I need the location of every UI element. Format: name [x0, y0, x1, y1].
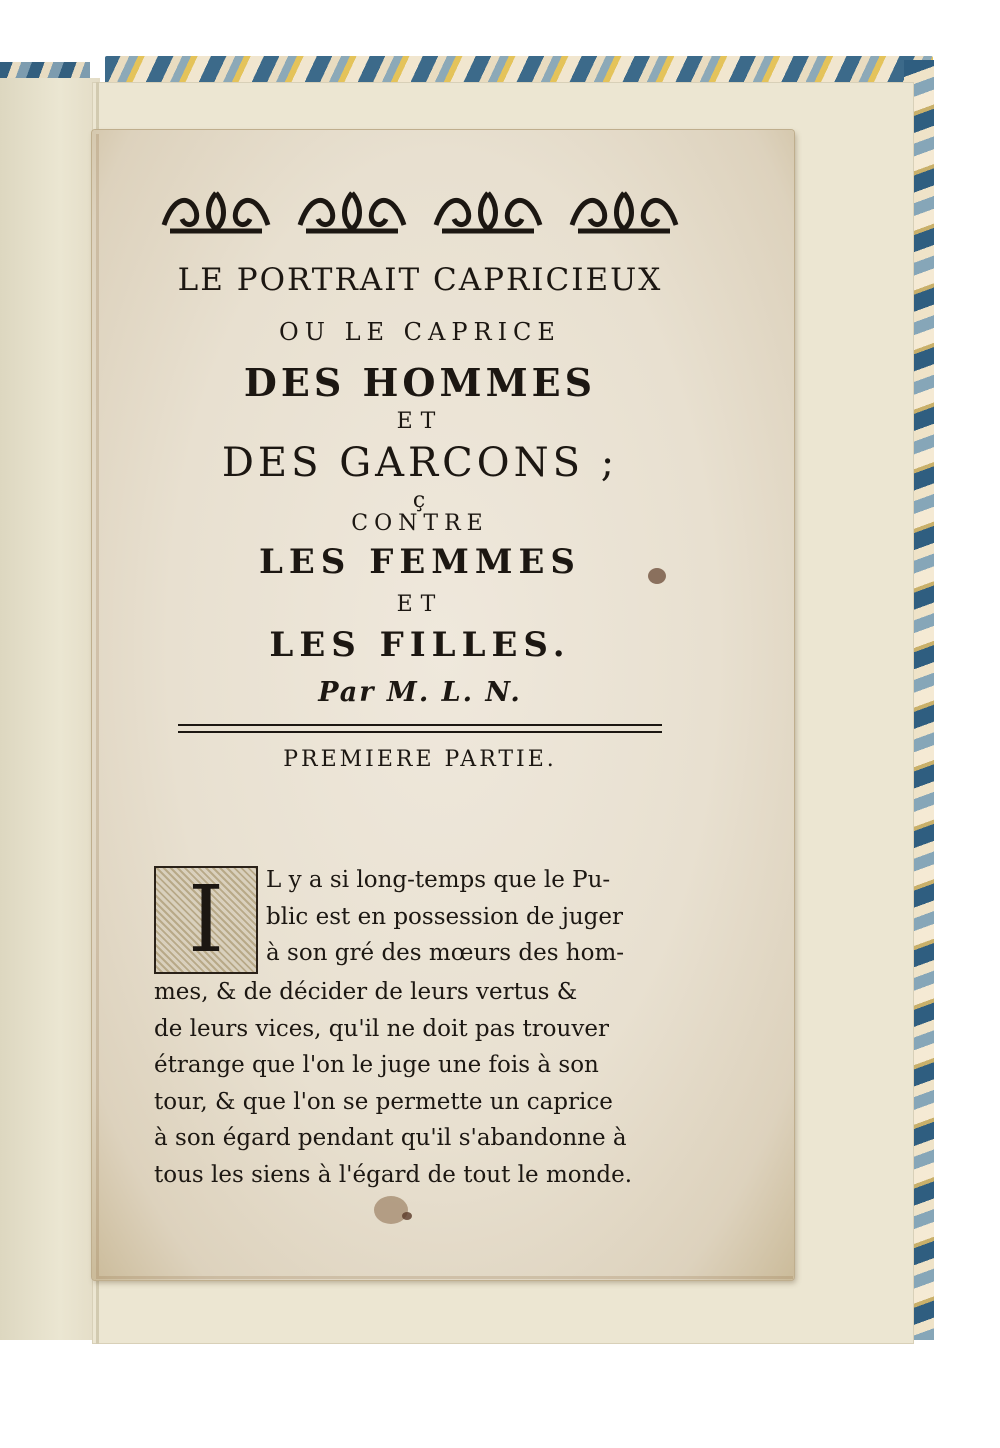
title-line-et: ET	[396, 409, 444, 434]
stain	[374, 1196, 408, 1224]
title-line-contre: CONTRE	[351, 511, 489, 536]
decorated-initial	[154, 866, 258, 974]
title-line-et: ET	[396, 592, 444, 617]
fleuron-ornament-icon	[568, 185, 680, 237]
title-line-filles: LES FILLES.	[269, 625, 571, 665]
body-line: de leurs vices, qu'il ne doit pas trouver	[154, 1015, 609, 1042]
title-line-garcons: DES GARCONS ;	[221, 440, 619, 486]
title-line-femmes: LES FEMMES	[258, 542, 581, 582]
body-line: mes, & de décider de leurs vertus &	[154, 979, 578, 1005]
section-heading: PREMIERE PARTIE.	[283, 747, 557, 772]
body-line: blic est en possession de juger	[266, 903, 623, 930]
double-rule-divider	[178, 724, 662, 733]
fleuron-ornament-icon	[296, 185, 408, 237]
author-line: Par M. L. N.	[318, 677, 522, 708]
title-line-caprice: OU LE CAPRICE	[279, 318, 561, 346]
body-line: tous les siens à l'égard de tout le monde.	[154, 1161, 633, 1188]
ornament-row	[160, 180, 680, 242]
decorated-initial-letter: I	[187, 866, 225, 973]
fleuron-ornament-icon	[432, 185, 544, 237]
body-paragraph	[154, 862, 666, 1193]
title-line-hommes: DES HOMMES	[243, 360, 597, 405]
body-line: L y a si long-temps que le Pu-	[266, 867, 611, 893]
body-line: tour, & que l'on se permette un caprice	[154, 1088, 613, 1115]
title-line-portrait: LE PORTRAIT CAPRICIEUX	[177, 262, 663, 298]
stain	[402, 1212, 412, 1220]
body-line: à son gré des mœurs des hom-	[266, 940, 625, 966]
folder-left-flap	[0, 78, 100, 1340]
fleuron-ornament-icon	[160, 185, 272, 237]
body-line: étrange que l'on le juge une fois à son	[154, 1052, 599, 1078]
body-line: à son égard pendant qu'il s'abandonne à	[154, 1125, 627, 1151]
title-line-mark: ç	[412, 488, 428, 513]
title-block	[130, 180, 710, 772]
